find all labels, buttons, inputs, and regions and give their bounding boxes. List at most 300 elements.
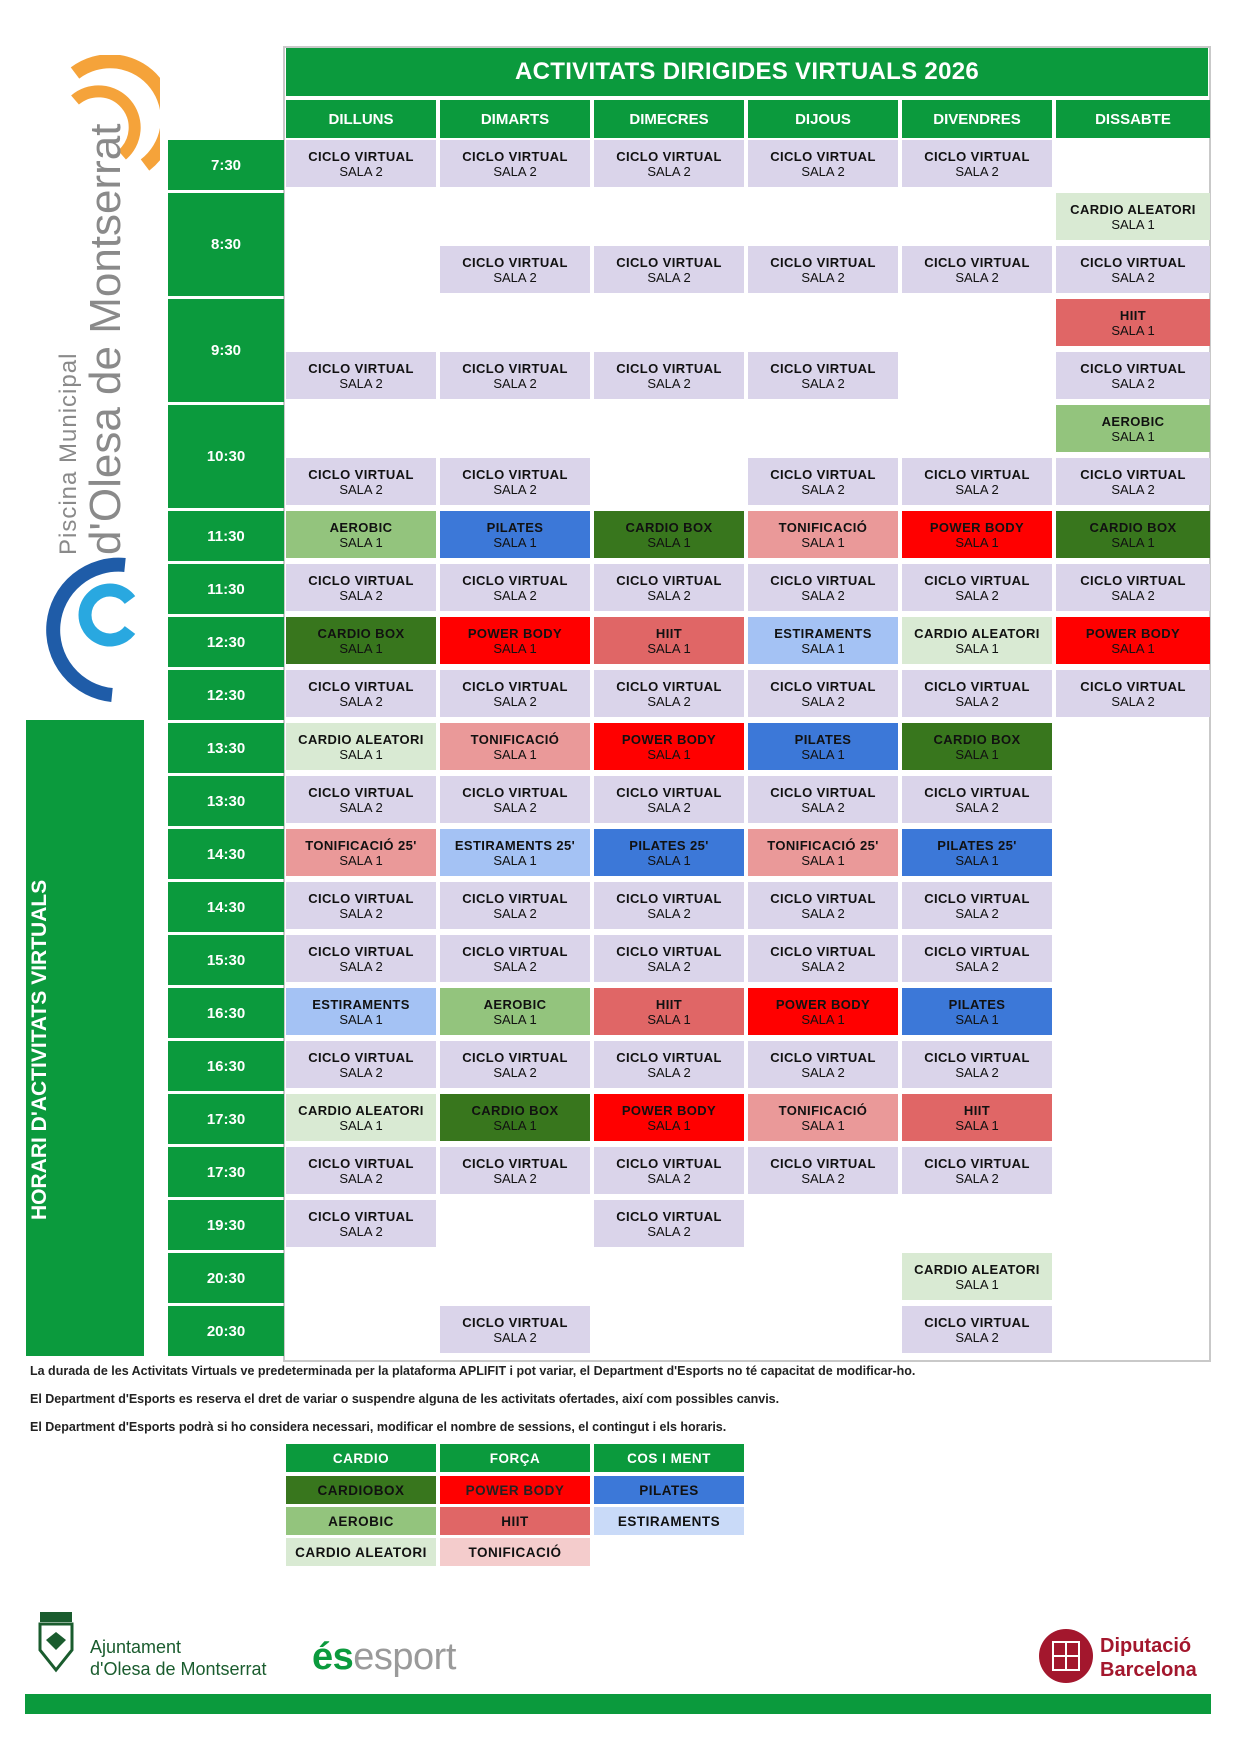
activity-cell bbox=[594, 140, 744, 187]
activity-cell bbox=[1056, 405, 1210, 452]
activity-room: SALA 2 bbox=[1111, 269, 1155, 285]
logo-cyan-arc bbox=[85, 590, 130, 640]
activity-room: SALA 1 bbox=[801, 640, 845, 656]
activity-room: SALA 2 bbox=[493, 1329, 537, 1345]
activity-name: CICLO VIRTUAL bbox=[616, 254, 722, 270]
activity-name: CICLO VIRTUAL bbox=[308, 1155, 414, 1171]
activity-name: AEROBIC bbox=[483, 996, 547, 1012]
activity-name: CICLO VIRTUAL bbox=[1080, 360, 1186, 376]
legend-aerobic: AEROBIC bbox=[286, 1507, 436, 1535]
activity-room: SALA 2 bbox=[801, 958, 845, 974]
activity-name: CICLO VIRTUAL bbox=[616, 784, 722, 800]
diputacio-line1: Diputació bbox=[1100, 1635, 1192, 1657]
activity-name: CICLO VIRTUAL bbox=[308, 943, 414, 959]
activity-cell bbox=[440, 1306, 590, 1353]
activity-name: CARDIO BOX bbox=[933, 731, 1021, 747]
diputacio-line2: Barcelona bbox=[1100, 1659, 1197, 1681]
time-label: 12:30 bbox=[168, 617, 284, 667]
activity-room: SALA 2 bbox=[493, 905, 537, 921]
time-label: 14:30 bbox=[168, 882, 284, 932]
activity-name: CARDIO ALEATORI bbox=[914, 625, 1040, 641]
activity-cell bbox=[286, 564, 436, 611]
activity-name: CICLO VIRTUAL bbox=[770, 678, 876, 694]
activity-cell bbox=[594, 723, 744, 770]
note-2: El Department d'Esports es reserva el dret de variar o suspendre alguna de les activitats ofertades, així com possibles canvis. bbox=[30, 1392, 780, 1406]
activity-room: SALA 1 bbox=[955, 534, 999, 550]
activity-name: CICLO VIRTUAL bbox=[616, 572, 722, 588]
activity-cell bbox=[440, 723, 590, 770]
activity-name: TONIFICACIÓ 25' bbox=[305, 837, 417, 853]
activity-room: SALA 2 bbox=[647, 269, 691, 285]
activity-room: SALA 2 bbox=[647, 375, 691, 391]
day-header: DIMECRES bbox=[594, 100, 744, 138]
activity-room: SALA 1 bbox=[493, 1117, 537, 1133]
activity-room: SALA 2 bbox=[339, 1223, 383, 1239]
time-label: 14:30 bbox=[168, 829, 284, 879]
legend-cardio-aleatori: CARDIO ALEATORI bbox=[286, 1538, 436, 1566]
legend-power-body: POWER BODY bbox=[440, 1476, 590, 1504]
activity-room: SALA 2 bbox=[955, 905, 999, 921]
activity-name: POWER BODY bbox=[775, 996, 871, 1012]
activity-name: CICLO VIRTUAL bbox=[616, 1049, 722, 1065]
activity-room: SALA 1 bbox=[1111, 534, 1155, 550]
activity-name: CARDIO ALEATORI bbox=[1070, 201, 1196, 217]
time-label: 12:30 bbox=[168, 670, 284, 720]
time-label: 15:30 bbox=[168, 935, 284, 985]
activity-cell bbox=[902, 1147, 1052, 1194]
activity-room: SALA 2 bbox=[955, 1329, 999, 1345]
esesport-logo bbox=[312, 1636, 456, 1679]
legend-header-forca: FORÇA bbox=[440, 1444, 590, 1472]
activity-name: CICLO VIRTUAL bbox=[770, 784, 876, 800]
activity-name: PILATES 25' bbox=[937, 837, 1017, 853]
legend-hiit: HIIT bbox=[440, 1507, 590, 1535]
activity-name: CICLO VIRTUAL bbox=[462, 943, 568, 959]
activity-name: CICLO VIRTUAL bbox=[1080, 678, 1186, 694]
activity-room: SALA 2 bbox=[647, 958, 691, 974]
activity-cell bbox=[440, 935, 590, 982]
activity-name: CICLO VIRTUAL bbox=[924, 254, 1030, 270]
activity-name: AEROBIC bbox=[329, 519, 393, 535]
activity-room: SALA 2 bbox=[1111, 693, 1155, 709]
activity-name: ESTIRAMENTS bbox=[312, 996, 410, 1012]
activity-name: CICLO VIRTUAL bbox=[616, 890, 722, 906]
activity-cell bbox=[902, 935, 1052, 982]
activity-room: SALA 1 bbox=[955, 746, 999, 762]
activity-cell bbox=[440, 882, 590, 929]
activity-cell bbox=[440, 988, 590, 1035]
activity-cell bbox=[902, 723, 1052, 770]
ajuntament-crest-icon bbox=[34, 1610, 78, 1674]
activity-room: SALA 1 bbox=[955, 852, 999, 868]
activity-cell bbox=[902, 458, 1052, 505]
activity-name: HIIT bbox=[655, 625, 683, 641]
diputacio-seal-icon bbox=[1038, 1628, 1094, 1684]
time-label: 17:30 bbox=[168, 1094, 284, 1144]
activity-room: SALA 1 bbox=[647, 1011, 691, 1027]
activity-room: SALA 2 bbox=[339, 1064, 383, 1080]
esesport-b: esport bbox=[353, 1636, 456, 1678]
activity-cell bbox=[594, 1147, 744, 1194]
time-label: 13:30 bbox=[168, 723, 284, 773]
activity-cell bbox=[440, 670, 590, 717]
activity-cell bbox=[748, 564, 898, 611]
activity-room: SALA 1 bbox=[955, 640, 999, 656]
activity-cell bbox=[286, 935, 436, 982]
page-title: ACTIVITATS DIRIGIDES VIRTUALS 2026 bbox=[286, 48, 1208, 96]
activity-name: CICLO VIRTUAL bbox=[770, 466, 876, 482]
activity-name: CICLO VIRTUAL bbox=[462, 254, 568, 270]
activity-room: SALA 2 bbox=[493, 163, 537, 179]
activity-name: CICLO VIRTUAL bbox=[308, 1208, 414, 1224]
activity-name: POWER BODY bbox=[621, 731, 717, 747]
activity-name: CICLO VIRTUAL bbox=[308, 1049, 414, 1065]
activity-name: CICLO VIRTUAL bbox=[924, 1049, 1030, 1065]
activity-room: SALA 2 bbox=[1111, 481, 1155, 497]
activity-name: CARDIO BOX bbox=[625, 519, 713, 535]
activity-cell bbox=[286, 723, 436, 770]
activity-cell bbox=[1056, 617, 1210, 664]
activity-cell bbox=[440, 617, 590, 664]
activity-room: SALA 1 bbox=[801, 1011, 845, 1027]
activity-cell bbox=[286, 1147, 436, 1194]
time-label: 17:30 bbox=[168, 1147, 284, 1197]
activity-room: SALA 1 bbox=[339, 1117, 383, 1133]
activity-cell bbox=[748, 511, 898, 558]
day-header: DIJOUS bbox=[748, 100, 898, 138]
note-1: La durada de les Activitats Virtuals ve predeterminada per la plataforma APLIFIT i pot variar, el Department d'Esports no té capacitat de modificar-ho. bbox=[30, 1364, 916, 1378]
activity-room: SALA 1 bbox=[801, 746, 845, 762]
activity-room: SALA 2 bbox=[801, 375, 845, 391]
activity-name: CICLO VIRTUAL bbox=[616, 1155, 722, 1171]
activity-name: TONIFICACIÓ bbox=[778, 1102, 868, 1118]
activity-name: CICLO VIRTUAL bbox=[616, 148, 722, 164]
ajuntament-line2: d'Olesa de Montserrat bbox=[90, 1659, 267, 1679]
activity-cell bbox=[902, 1094, 1052, 1141]
activity-cell bbox=[1056, 193, 1210, 240]
activity-name: TONIFICACIÓ bbox=[470, 731, 560, 747]
activity-room: SALA 1 bbox=[647, 746, 691, 762]
activity-name: POWER BODY bbox=[1085, 625, 1181, 641]
activity-name: CICLO VIRTUAL bbox=[308, 360, 414, 376]
activity-cell bbox=[440, 829, 590, 876]
note-3: El Department d'Esports podrà si ho considera necessari, modificar el nombre de sessions, el contingut i els horaris. bbox=[30, 1420, 727, 1434]
activity-room: SALA 1 bbox=[1111, 428, 1155, 444]
legend-estiraments: ESTIRAMENTS bbox=[594, 1507, 744, 1535]
activity-name: CICLO VIRTUAL bbox=[770, 890, 876, 906]
activity-room: SALA 2 bbox=[801, 1170, 845, 1186]
activity-cell bbox=[594, 988, 744, 1035]
activity-room: SALA 2 bbox=[647, 1064, 691, 1080]
activity-room: SALA 1 bbox=[1111, 216, 1155, 232]
activity-room: SALA 2 bbox=[493, 481, 537, 497]
activity-name: CICLO VIRTUAL bbox=[308, 890, 414, 906]
time-label: 16:30 bbox=[168, 1041, 284, 1091]
activity-cell bbox=[440, 511, 590, 558]
activity-cell bbox=[902, 140, 1052, 187]
activity-cell bbox=[748, 617, 898, 664]
activity-room: SALA 2 bbox=[339, 958, 383, 974]
activity-cell bbox=[286, 670, 436, 717]
activity-cell bbox=[1056, 299, 1210, 346]
activity-room: SALA 1 bbox=[647, 852, 691, 868]
activity-name: TONIFICACIÓ 25' bbox=[767, 837, 879, 853]
activity-cell bbox=[440, 352, 590, 399]
activity-cell bbox=[440, 1147, 590, 1194]
ajuntament-line1: Ajuntament bbox=[90, 1637, 182, 1657]
diputacio-logo bbox=[1100, 1634, 1197, 1682]
activity-cell bbox=[440, 246, 590, 293]
activity-cell bbox=[286, 1094, 436, 1141]
activity-name: CICLO VIRTUAL bbox=[462, 784, 568, 800]
legend-pilates: PILATES bbox=[594, 1476, 744, 1504]
activity-cell bbox=[902, 776, 1052, 823]
activity-name: CICLO VIRTUAL bbox=[462, 148, 568, 164]
activity-room: SALA 2 bbox=[801, 163, 845, 179]
legend-cardiobox: CARDIOBOX bbox=[286, 1476, 436, 1504]
activity-room: SALA 2 bbox=[493, 375, 537, 391]
activity-cell bbox=[748, 829, 898, 876]
activity-name: CICLO VIRTUAL bbox=[924, 1314, 1030, 1330]
activity-cell bbox=[748, 1147, 898, 1194]
activity-room: SALA 1 bbox=[339, 852, 383, 868]
activity-room: SALA 1 bbox=[801, 534, 845, 550]
activity-room: SALA 2 bbox=[955, 587, 999, 603]
logo-text bbox=[55, 35, 129, 555]
activity-name: CICLO VIRTUAL bbox=[924, 784, 1030, 800]
time-label: 11:30 bbox=[168, 511, 284, 561]
activity-room: SALA 2 bbox=[801, 587, 845, 603]
time-label: 20:30 bbox=[168, 1253, 284, 1303]
activity-name: PILATES bbox=[794, 731, 852, 747]
activity-cell bbox=[440, 1041, 590, 1088]
activity-room: SALA 2 bbox=[647, 1170, 691, 1186]
time-label: 9:30 bbox=[168, 299, 284, 402]
activity-name: CARDIO ALEATORI bbox=[298, 1102, 424, 1118]
activity-name: CICLO VIRTUAL bbox=[462, 1314, 568, 1330]
activity-cell bbox=[594, 352, 744, 399]
activity-cell bbox=[1056, 670, 1210, 717]
activity-cell bbox=[594, 776, 744, 823]
activity-name: ESTIRAMENTS 25' bbox=[454, 837, 576, 853]
activity-name: CICLO VIRTUAL bbox=[924, 1155, 1030, 1171]
logo-line1: Piscina Municipal bbox=[55, 352, 82, 555]
activity-cell bbox=[286, 988, 436, 1035]
activity-name: CICLO VIRTUAL bbox=[924, 678, 1030, 694]
activity-name: HIIT bbox=[963, 1102, 991, 1118]
activity-cell bbox=[286, 140, 436, 187]
activity-name: CICLO VIRTUAL bbox=[462, 360, 568, 376]
activity-room: SALA 1 bbox=[339, 534, 383, 550]
activity-room: SALA 2 bbox=[955, 693, 999, 709]
activity-room: SALA 1 bbox=[1111, 640, 1155, 656]
activity-cell bbox=[440, 564, 590, 611]
activity-name: PILATES 25' bbox=[629, 837, 709, 853]
activity-room: SALA 2 bbox=[955, 1170, 999, 1186]
time-label: 10:30 bbox=[168, 405, 284, 508]
activity-room: SALA 2 bbox=[955, 481, 999, 497]
activity-name: CICLO VIRTUAL bbox=[770, 943, 876, 959]
sidebar-label: HORARI D'ACTIVITATS VIRTUALS bbox=[28, 879, 51, 1220]
activity-cell bbox=[594, 1041, 744, 1088]
activity-room: SALA 1 bbox=[801, 852, 845, 868]
activity-room: SALA 2 bbox=[955, 799, 999, 815]
activity-room: SALA 1 bbox=[647, 1117, 691, 1133]
activity-name: CICLO VIRTUAL bbox=[462, 1155, 568, 1171]
activity-room: SALA 2 bbox=[801, 1064, 845, 1080]
activity-name: POWER BODY bbox=[621, 1102, 717, 1118]
activity-name: CICLO VIRTUAL bbox=[770, 254, 876, 270]
activity-name: CICLO VIRTUAL bbox=[462, 466, 568, 482]
activity-room: SALA 2 bbox=[647, 799, 691, 815]
activity-room: SALA 2 bbox=[801, 269, 845, 285]
time-label: 16:30 bbox=[168, 988, 284, 1038]
activity-room: SALA 1 bbox=[493, 746, 537, 762]
activity-name: POWER BODY bbox=[929, 519, 1025, 535]
activity-cell bbox=[440, 776, 590, 823]
activity-cell bbox=[902, 1041, 1052, 1088]
activity-room: SALA 1 bbox=[339, 640, 383, 656]
activity-name: ESTIRAMENTS bbox=[774, 625, 872, 641]
activity-name: CICLO VIRTUAL bbox=[924, 148, 1030, 164]
activity-name: CICLO VIRTUAL bbox=[462, 1049, 568, 1065]
activity-room: SALA 2 bbox=[801, 481, 845, 497]
activity-cell bbox=[902, 670, 1052, 717]
activity-room: SALA 2 bbox=[493, 1170, 537, 1186]
activity-room: SALA 2 bbox=[493, 269, 537, 285]
activity-cell bbox=[286, 511, 436, 558]
activity-name: CICLO VIRTUAL bbox=[308, 572, 414, 588]
activity-name: CICLO VIRTUAL bbox=[924, 572, 1030, 588]
activity-cell bbox=[594, 1094, 744, 1141]
activity-room: SALA 2 bbox=[493, 799, 537, 815]
ajuntament-logo bbox=[90, 1636, 267, 1680]
activity-cell bbox=[748, 988, 898, 1035]
activity-name: CICLO VIRTUAL bbox=[770, 1155, 876, 1171]
footer-bar bbox=[25, 1694, 1211, 1714]
day-header: DISSABTE bbox=[1056, 100, 1210, 138]
activity-room: SALA 2 bbox=[1111, 375, 1155, 391]
activity-room: SALA 2 bbox=[647, 693, 691, 709]
activity-name: CICLO VIRTUAL bbox=[924, 943, 1030, 959]
activity-room: SALA 2 bbox=[801, 905, 845, 921]
activity-room: SALA 2 bbox=[339, 799, 383, 815]
activity-room: SALA 2 bbox=[955, 958, 999, 974]
activity-name: CICLO VIRTUAL bbox=[924, 890, 1030, 906]
activity-name: CICLO VIRTUAL bbox=[462, 678, 568, 694]
activity-cell bbox=[902, 1306, 1052, 1353]
activity-room: SALA 1 bbox=[955, 1117, 999, 1133]
activity-room: SALA 2 bbox=[493, 958, 537, 974]
activity-cell bbox=[1056, 511, 1210, 558]
activity-name: CICLO VIRTUAL bbox=[770, 1049, 876, 1065]
activity-room: SALA 2 bbox=[493, 587, 537, 603]
activity-cell bbox=[440, 1094, 590, 1141]
activity-cell bbox=[748, 458, 898, 505]
time-label: 8:30 bbox=[168, 193, 284, 296]
activity-name: CICLO VIRTUAL bbox=[616, 360, 722, 376]
activity-cell bbox=[594, 564, 744, 611]
activity-name: CICLO VIRTUAL bbox=[770, 360, 876, 376]
activity-room: SALA 2 bbox=[647, 587, 691, 603]
activity-cell bbox=[594, 246, 744, 293]
activity-room: SALA 2 bbox=[647, 1223, 691, 1239]
activity-cell bbox=[440, 458, 590, 505]
activity-cell bbox=[902, 564, 1052, 611]
activity-cell bbox=[440, 140, 590, 187]
activity-name: TONIFICACIÓ bbox=[778, 519, 868, 535]
activity-name: CICLO VIRTUAL bbox=[1080, 254, 1186, 270]
activity-cell bbox=[748, 776, 898, 823]
activity-room: SALA 1 bbox=[1111, 322, 1155, 338]
day-header: DIVENDRES bbox=[902, 100, 1052, 138]
activity-name: CICLO VIRTUAL bbox=[308, 678, 414, 694]
activity-room: SALA 2 bbox=[801, 799, 845, 815]
activity-room: SALA 2 bbox=[647, 163, 691, 179]
activity-cell bbox=[594, 670, 744, 717]
activity-room: SALA 2 bbox=[955, 269, 999, 285]
activity-room: SALA 2 bbox=[1111, 587, 1155, 603]
logo-line2: d'Olesa de Montserrat bbox=[81, 123, 130, 555]
activity-cell bbox=[594, 829, 744, 876]
activity-cell bbox=[748, 140, 898, 187]
activity-cell bbox=[1056, 458, 1210, 505]
activity-room: SALA 2 bbox=[955, 1064, 999, 1080]
activity-room: SALA 2 bbox=[647, 905, 691, 921]
activity-room: SALA 1 bbox=[955, 1276, 999, 1292]
activity-room: SALA 2 bbox=[955, 163, 999, 179]
activity-name: CICLO VIRTUAL bbox=[770, 148, 876, 164]
activity-cell bbox=[902, 246, 1052, 293]
activity-room: SALA 2 bbox=[339, 587, 383, 603]
activity-name: CICLO VIRTUAL bbox=[616, 678, 722, 694]
activity-cell bbox=[1056, 246, 1210, 293]
activity-room: SALA 1 bbox=[647, 640, 691, 656]
activity-room: SALA 1 bbox=[955, 1011, 999, 1027]
activity-name: AEROBIC bbox=[1101, 413, 1165, 429]
activity-room: SALA 1 bbox=[493, 534, 537, 550]
activity-cell bbox=[902, 1253, 1052, 1300]
activity-room: SALA 1 bbox=[493, 640, 537, 656]
activity-cell bbox=[748, 1094, 898, 1141]
activity-room: SALA 1 bbox=[493, 1011, 537, 1027]
activity-room: SALA 2 bbox=[339, 905, 383, 921]
activity-name: CICLO VIRTUAL bbox=[308, 466, 414, 482]
activity-room: SALA 1 bbox=[339, 1011, 383, 1027]
activity-name: CARDIO BOX bbox=[1089, 519, 1177, 535]
activity-cell bbox=[594, 617, 744, 664]
time-label: 19:30 bbox=[168, 1200, 284, 1250]
activity-room: SALA 2 bbox=[801, 693, 845, 709]
activity-name: CICLO VIRTUAL bbox=[308, 784, 414, 800]
legend-tonificacio: TONIFICACIÓ bbox=[440, 1538, 590, 1566]
activity-cell bbox=[594, 1200, 744, 1247]
activity-cell bbox=[902, 988, 1052, 1035]
activity-cell bbox=[594, 935, 744, 982]
activity-cell bbox=[748, 935, 898, 982]
legend-header-cardio: CARDIO bbox=[286, 1444, 436, 1472]
activity-cell bbox=[748, 882, 898, 929]
activity-cell bbox=[748, 1041, 898, 1088]
activity-room: SALA 1 bbox=[339, 746, 383, 762]
activity-room: SALA 2 bbox=[493, 1064, 537, 1080]
activity-name: POWER BODY bbox=[467, 625, 563, 641]
activity-room: SALA 2 bbox=[493, 693, 537, 709]
activity-name: CARDIO BOX bbox=[317, 625, 405, 641]
activity-name: CARDIO BOX bbox=[471, 1102, 559, 1118]
activity-cell bbox=[286, 1200, 436, 1247]
activity-room: SALA 2 bbox=[339, 375, 383, 391]
